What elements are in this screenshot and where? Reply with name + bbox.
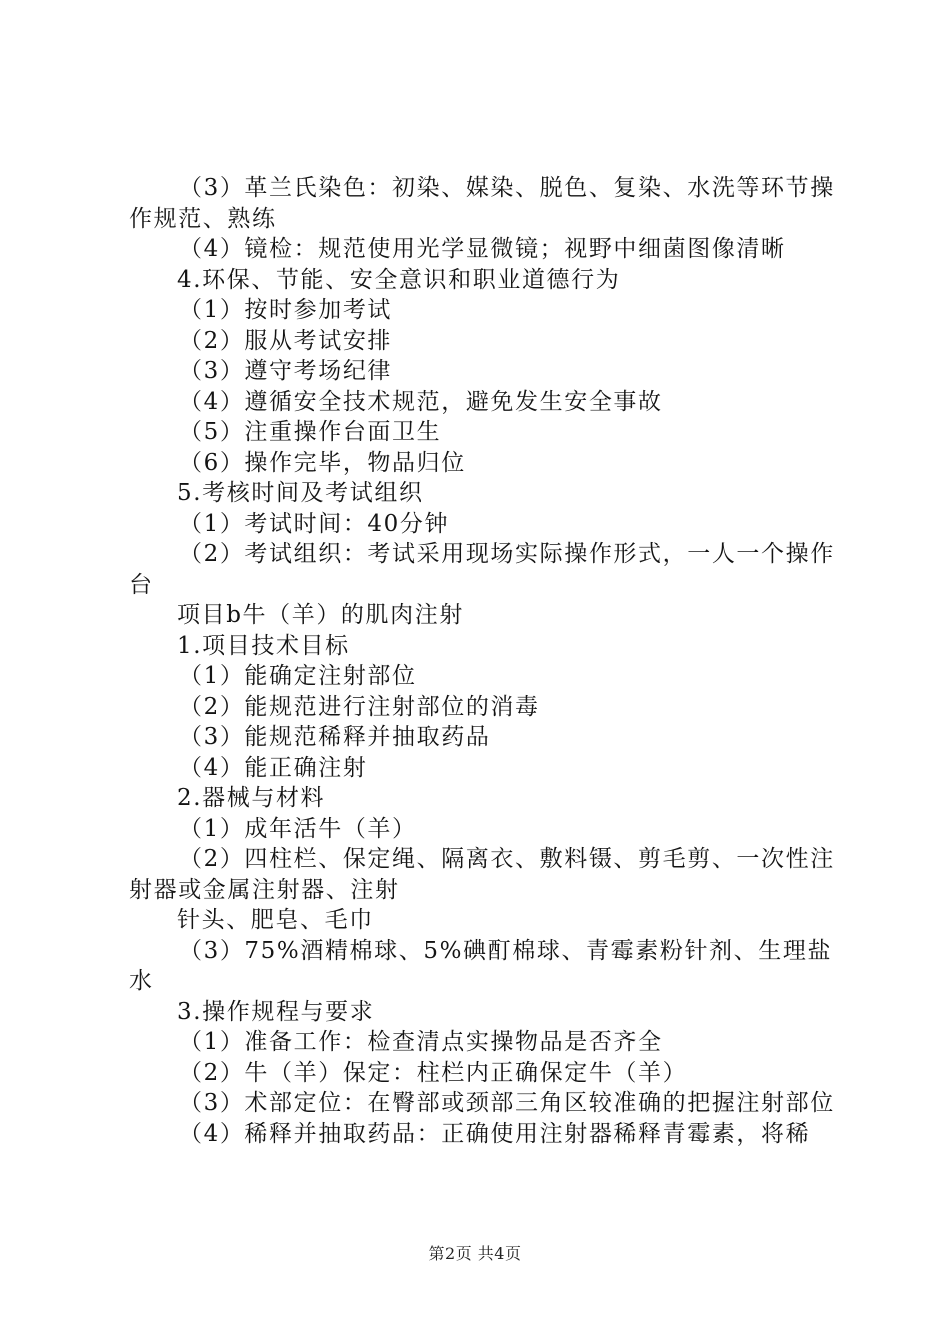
document-body xyxy=(129,173,837,1149)
paragraph: （2）四柱栏、保定绳、隔离衣、敷料镊、剪毛剪、一次性注射器或金属注射器、注射 xyxy=(129,846,835,903)
paragraph: （3）能规范稀释并抽取药品 xyxy=(179,724,491,750)
paragraph: （2）能规范进行注射部位的消毒 xyxy=(179,693,540,720)
paragraph: （1）能确定注射部位 xyxy=(179,663,417,689)
paragraph: 针头、肥皂、毛巾 xyxy=(177,907,374,933)
paragraph: （4）稀释并抽取药品：正确使用注射器稀释青霉素，将稀 xyxy=(179,1120,811,1147)
section-heading: 5.考核时间及考试组织 xyxy=(177,480,424,506)
paragraph: （3）75%酒精棉球、5%碘酊棉球、青霉素粉针剂、生理盐水 xyxy=(129,937,833,994)
section-heading: 2.器械与材料 xyxy=(177,785,326,811)
paragraph: （4）镜检：规范使用光学显微镜；视野中细菌图像清晰 xyxy=(179,236,786,262)
paragraph: （4）能正确注射 xyxy=(179,754,368,781)
paragraph: （1）成年活牛（羊） xyxy=(179,815,417,842)
section-heading: 3.操作规程与要求 xyxy=(177,998,375,1025)
section-heading: 4.环保、节能、安全意识和职业道德行为 xyxy=(177,266,621,293)
page-number-footer: 第2页 共4页 xyxy=(428,1244,522,1263)
paragraph: （1）考试时间：40分钟 xyxy=(179,510,450,537)
paragraph: （1）按时参加考试 xyxy=(179,297,393,323)
paragraph: （3）革兰氏染色：初染、媒染、脱色、复染、水洗等环节操作规范、熟练 xyxy=(129,175,835,232)
paragraph: （2）牛（羊）保定：柱栏内正确保定牛（羊） xyxy=(179,1059,688,1086)
paragraph: （6）操作完毕，物品归位 xyxy=(179,449,466,476)
paragraph: （4）遵循安全技术规范，避免发生安全事故 xyxy=(179,388,663,415)
paragraph: （2）考试组织：考试采用现场实际操作形式，一人一个操作台 xyxy=(129,541,835,598)
paragraph: （5）注重操作台面卫生 xyxy=(179,419,442,445)
paragraph: （3）遵守考场纪律 xyxy=(179,358,393,384)
paragraph: （3）术部定位：在臀部或颈部三角区较准确的把握注射部位 xyxy=(179,1090,835,1116)
section-heading: 1.项目技术目标 xyxy=(177,632,350,659)
paragraph: （2）服从考试安排 xyxy=(179,327,393,354)
project-heading: 项目b牛（羊）的肌肉注射 xyxy=(177,602,464,628)
paragraph: （1）准备工作：检查清点实操物品是否齐全 xyxy=(179,1029,663,1055)
